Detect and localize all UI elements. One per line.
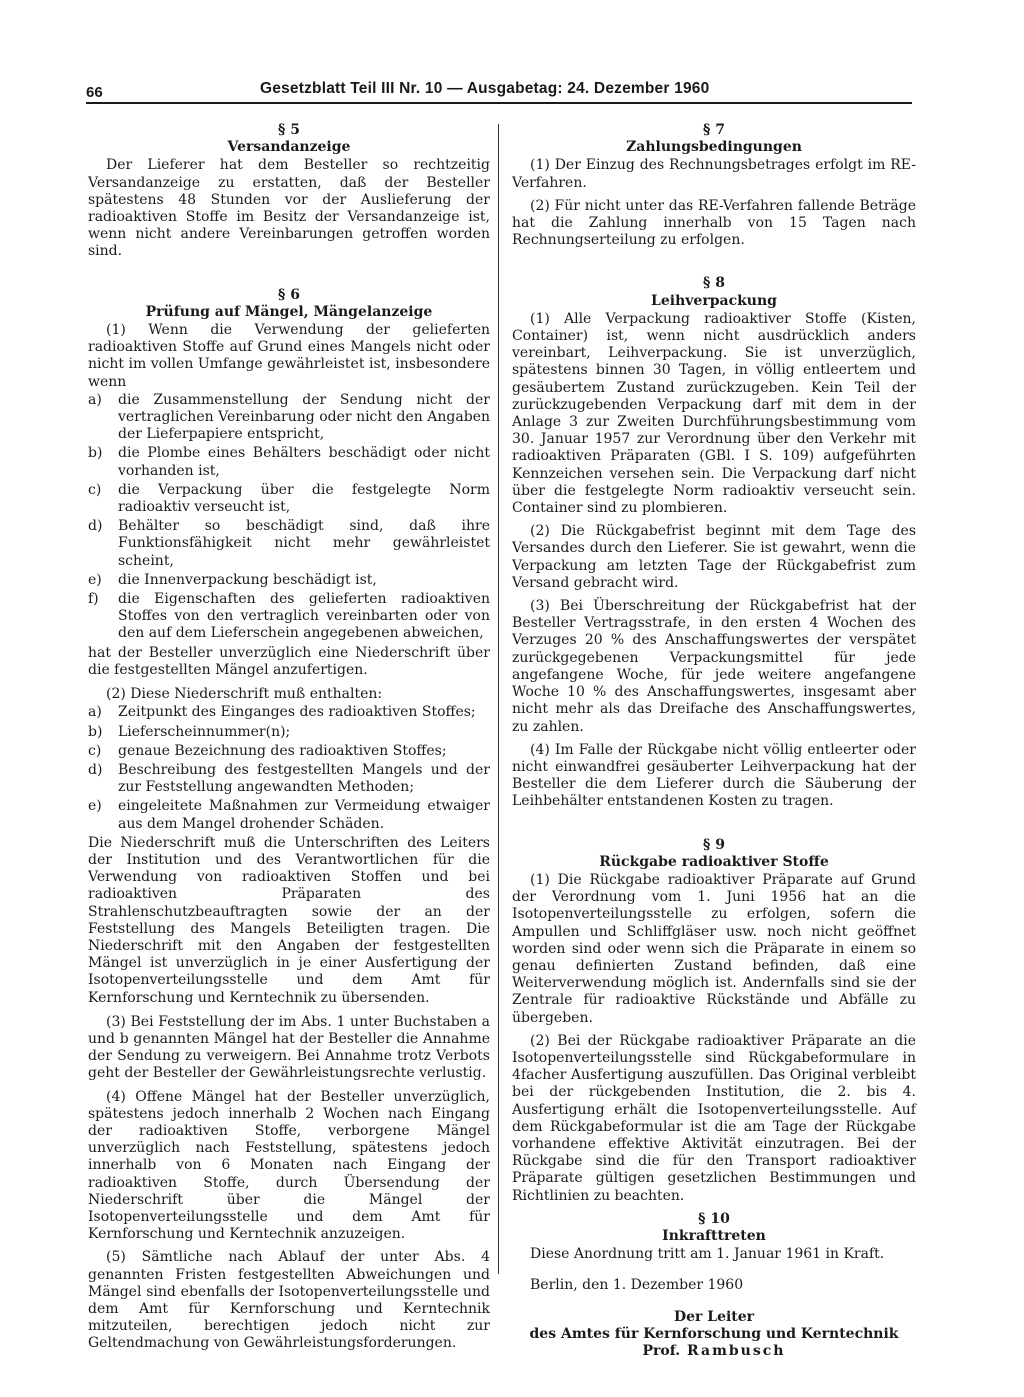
section-number: § 6 bbox=[278, 286, 300, 303]
place-date: Berlin, den 1. Dezember 1960 bbox=[530, 1277, 744, 1294]
section-title: Versandanzeige bbox=[227, 139, 351, 156]
list-item: c) die Verpackung über die festgelegte Norm radioaktiv verseucht ist, bbox=[88, 481, 490, 516]
running-title: Gesetzblatt Teil III Nr. 10 — Ausgabetag: 24. Dezember 1960 bbox=[260, 80, 710, 97]
section-number: § 5 bbox=[278, 122, 300, 138]
list-item: b) die Plombe eines Behälters beschädigt oder nicht vorhanden ist, bbox=[88, 445, 490, 479]
section-number: § 10 bbox=[698, 1210, 730, 1227]
section-title: Leihverpackung bbox=[651, 292, 777, 309]
paragraph: (2) Die Rückgabefrist beginnt mit dem Tage des Versandes durch den Lieferer. Sie ist gewahrt, wenn die Verpackung am letzten Tage der Rückgabefrist zum Versand gebracht wird. bbox=[512, 523, 916, 591]
paragraph: (3) Bei Überschreitung der Rückgabefrist hat der Besteller Vertragsstrafe, in den ersten 4 Wochen des Verzuges 20 % des Anschaffungswertes der verspätet zurückgegebenen Verpackungsmittel für jede angefangene Woche, für jede weitere angefangene Woche 10 % des Anschaffungswertes, insgesamt aber nicht mehr als das Dreifache des Anschaffungswertes, zu zahlen. bbox=[512, 598, 916, 735]
signatory-role: Der Leiter bbox=[673, 1308, 755, 1325]
section-title: Rückgabe radioaktiver Stoffe bbox=[599, 853, 829, 870]
paragraph: (2) Für nicht unter das RE-Verfahren fallende Beträge hat die Zahlung innerhalb von 15 Tagen nach Rechnungserteilung zu erfolgen. bbox=[512, 197, 916, 249]
list-item: d) Behälter so beschädigt sind, daß ihre Funktionsfähigkeit nicht mehr gewährleistet scheint, bbox=[88, 518, 490, 569]
right-column bbox=[512, 116, 916, 1360]
paragraph: (4) Offene Mängel hat der Besteller unverzüglich, spätestens jedoch innerhalb 2 Wochen nach Eingang der radioaktiven Stoffe, verborgene Mängel unverzüglich nach Feststellung, spätestens jedoch innerhalb von 6 Monaten nach Eingang der radioaktiven Stoffe, durch Übersendung der Niederschrift über die Mängel der Isotopenverteilungsstelle und dem Amt für Kernforschung und Kerntechnik anzuzeigen. bbox=[88, 1088, 490, 1243]
list-item: f) die Eigenschaften des gelieferten radioaktiven Stoffes von den vertraglich vereinbarten oder von den auf dem Lieferschein angegebenen abweichen, bbox=[88, 591, 490, 642]
list-item: c) genaue Bezeichnung des radioaktiven Stoffes; bbox=[88, 742, 447, 759]
column-divider bbox=[498, 124, 499, 1274]
signatory-office: des Amtes für Kernforschung und Kerntechnik bbox=[529, 1325, 899, 1342]
list-item: b) Lieferscheinnummer(n); bbox=[88, 723, 291, 740]
list-item: a) Zeitpunkt des Einganges des radioaktiven Stoffes; bbox=[88, 704, 476, 721]
paragraph: (5) Sämtliche nach Ablauf der unter Abs. 4 genannten Fristen festgestellten Abweichungen und Mängel sind ebenfalls der Isotopenverteilungsstelle und dem Amt für Kernforschung und Kerntechnik mitzuteilen, berechtigen jedoch nicht zur Geltendmachung von Gewährleistungsforderungen. bbox=[88, 1249, 490, 1352]
section-number: § 8 bbox=[703, 275, 725, 292]
paragraph: (1) Wenn die Verwendung der gelieferten radioaktiven Stoffe auf Grund eines Mangels nicht oder nicht im vollen Umfange gewährleistet ist, insbesondere wenn bbox=[88, 322, 490, 390]
paragraph: (1) Die Rückgabe radioaktiver Präparate auf Grund der Verordnung vom 1. Juni 1956 hat an die Isotopenverteilungsstelle zu erfolgen, sofern die Ampullen und Schliffgläser usw. noch nicht geöffnet worden sind oder wenn sich die Präparate in einem so genau definierten Zustand befinden, daß eine Weiterverwendung möglich ist. Andernfalls sind sie der Zentrale für radioaktive Rückstände und Abfälle zu übergeben. bbox=[512, 871, 916, 1026]
section-title: Prüfung auf Mängel, Mängelanzeige bbox=[145, 303, 433, 320]
list-item: e) die Innenverpackung beschädigt ist, bbox=[88, 571, 377, 588]
closing-block bbox=[512, 1277, 916, 1360]
signatory-title: Prof. bbox=[642, 1343, 681, 1359]
paragraph: (3) Bei Feststellung der im Abs. 1 unter Buchstaben a und b genannten Mängel hat der Besteller die Annahme der Sendung zu verweigern. Bei Annahme trotz Verbots geht der Besteller der Gewährleistungsrechte verlustig. bbox=[88, 1013, 490, 1082]
section-number: § 7 bbox=[703, 122, 725, 138]
paragraph: (2) Diese Niederschrift muß enthalten: bbox=[106, 686, 383, 703]
paragraph: (4) Im Falle der Rückgabe nicht völlig entleerter oder nicht einwandfrei gesäuberter Leihverpackung hat der Besteller die dem Lieferer durch die Säuberung der Leihbehälter entstandenen Kosten zu tragen. bbox=[512, 741, 916, 810]
paragraph: (2) Bei der Rückgabe radioaktiver Präparate an die Isotopenverteilungsstelle sind Rückgabeformulare in 4facher Ausfertigung auszufüllen. Das Original verbleibt bei der rückgebenden Institution, die 2. bis 4. Ausfertigung erhält die Isotopenverteilungsstelle. Auf dem Rückgabeformular ist die am Tage der Rückgabe vorhandene effektive Aktivität einzutragen. Bei der Rückgabe sind die für den Transport radioaktiver Präparate gültigen gesetzlichen Bestimmungen und Richtlinien zu beachten. bbox=[512, 1032, 916, 1204]
paragraph: (1) Alle Verpackung radioaktiver Stoffe (Kisten, Container) ist, wenn nicht ausdrücklich anders vereinbart, Leihverpackung. Sie ist unverzüglich, spätestens binnen 30 Tagen, in völlig entleertem und gesäubertem Zustand zurückzugeben. Kein Teil der zurückzugebenden Verpackung darf mit dem in der Anlage 3 zur Zweiten Durchführungsbestimmung vom 30. Januar 1957 zur Verordnung über den Verkehr mit radioaktiven Präparaten (GBl. I S. 109) aufgeführten Kennzeichen versehen sein. Die Verpackung darf nicht über die festgelegte Norm radioaktiv verseucht sein. Container sind zu plombieren. bbox=[512, 310, 916, 517]
paragraph: Die Niederschrift muß die Unterschriften des Leiters der Institution und des Verantwortlichen für die Verwendung von radioaktiven Stoffen und bei radioaktiven Präparaten des Strahlenschutzbeauftragten sowie der an der Feststellung des Mangels Beteiligten tragen. Die Niederschrift mit den Angaben der festgestellten Mängel ist unverzüglich in je einer Ausfertigung der Isotopenverteilungsstelle und dem Amt für Kernforschung und Kerntechnik zu übersenden. bbox=[88, 834, 490, 1006]
section-number: § 9 bbox=[703, 836, 725, 853]
list-item: e) eingeleitete Maßnahmen zur Vermeidung etwaiger aus dem Mangel drohender Schäden. bbox=[88, 798, 490, 832]
left-column bbox=[88, 116, 490, 1359]
list-item: a) die Zusammenstellung der Sendung nicht der vertraglichen Vereinbarung oder nicht den Angaben der Lieferpapiere entspricht, bbox=[88, 391, 490, 443]
page-number: 66 bbox=[86, 84, 103, 101]
paragraph: Diese Anordnung tritt am 1. Januar 1961 in Kraft. bbox=[530, 1246, 885, 1263]
signatory-surname: Rambusch bbox=[687, 1343, 786, 1359]
signatory-name bbox=[512, 1343, 916, 1360]
section-title: Zahlungsbedingungen bbox=[626, 139, 802, 156]
paragraph: (1) Der Einzug des Rechnungsbetrages erfolgt im RE-Verfahren. bbox=[512, 157, 916, 191]
list-item: d) Beschreibung des festgestellten Mangels und der zur Feststellung angewandten Methoden; bbox=[88, 761, 490, 796]
paragraph: hat der Besteller unverzüglich eine Niederschrift über die festgestellten Mängel anzufertigen. bbox=[88, 644, 490, 678]
section-title: Inkrafttreten bbox=[662, 1227, 766, 1244]
paragraph: Der Lieferer hat dem Besteller so rechtzeitig Versandanzeige zu erstatten, daß der Besteller spätestens 48 Stunden vor der Auslieferung der radioaktiven Stoffe im Besitz der Versandanzeige ist, wenn nicht andere Vereinbarungen getroffen worden sind. bbox=[88, 157, 490, 260]
criteria-list bbox=[88, 392, 490, 643]
header-rule bbox=[86, 102, 912, 104]
contents-list bbox=[88, 704, 490, 832]
